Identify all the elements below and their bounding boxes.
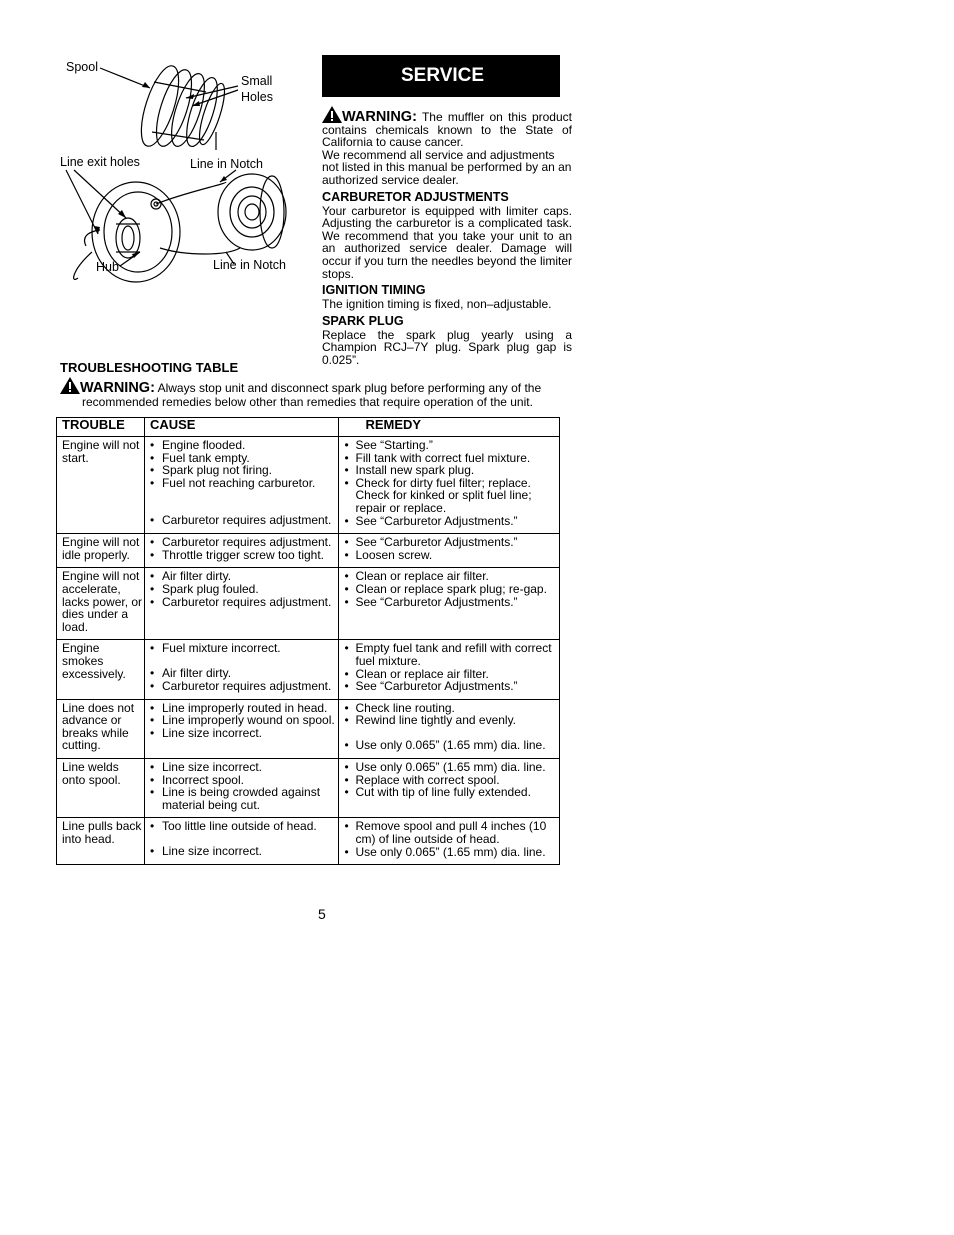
remedy-item: • Install new spark plug.	[339, 464, 559, 477]
cause-item: • Carburetor requires adjustment.	[145, 680, 339, 693]
remedy-item: • Clean or replace air filter.	[339, 570, 559, 583]
warning-line-1: Always stop unit and disconnect spark plug before performing any of the	[157, 381, 542, 395]
remedy-item: • Rewind line tightly and evenly.	[339, 714, 559, 727]
warning-word: WARNING:	[80, 380, 155, 396]
remedy-cell	[339, 437, 560, 534]
remedy-item: • Check line routing.	[339, 702, 559, 715]
cause-item: • Line improperly routed in head.	[145, 702, 339, 715]
troubleshooting-warning	[60, 377, 562, 409]
cause-item: • Air filter dirty.	[145, 667, 339, 680]
label-line-in-notch-bottom: Line in Notch	[213, 258, 286, 272]
table-row	[57, 437, 560, 534]
remedy-item: • Use only 0.065” (1.65 mm) dia. line.	[339, 739, 559, 752]
warning-word: WARNING:	[342, 109, 417, 125]
remedy-item: • Clean or replace air filter.	[339, 668, 559, 681]
table-row	[57, 568, 560, 640]
ignition-heading: IGNITION TIMING	[322, 283, 426, 298]
ignition-text: The ignition timing is fixed, non–adjustable.	[322, 297, 552, 312]
table-row	[57, 759, 560, 818]
label-line-in-notch-top: Line in Notch	[190, 157, 263, 171]
remedy-item: • Empty fuel tank and refill with correct fuel mixture.	[339, 642, 559, 667]
carburetor-text: Your carburetor is equipped with limiter caps. Adjusting the carburetor is a complicated task. We recommend that you take your unit to an an authorized service dealer. Damage will occur if you turn the needles beyond the limiter stops.	[322, 203, 572, 281]
trouble-cell: Engine smokes excessively.	[57, 640, 145, 699]
remedy-item: • See “Starting.”	[339, 439, 559, 452]
muffler-warning-text: The muffler on this product contains chemicals known to the State of California to cause cancer.	[322, 110, 572, 150]
cause-item: • Too little line outside of head.	[145, 820, 339, 833]
remedy-cell	[339, 699, 560, 758]
remedy-item: • Fill tank with correct fuel mixture.	[339, 452, 559, 465]
cause-item: • Line is being crowded against material being cut.	[145, 786, 339, 811]
cause-item: • Carburetor requires adjustment.	[145, 596, 339, 609]
remedy-item: • Cut with tip of line fully extended.	[339, 786, 559, 799]
cause-item: • Line size incorrect.	[145, 845, 339, 858]
table-row	[57, 534, 560, 568]
header-cause: CAUSE	[144, 418, 339, 437]
cause-item: • Line improperly wound on spool.	[145, 714, 339, 727]
remedy-item: • Use only 0.065” (1.65 mm) dia. line.	[339, 761, 559, 774]
spark-plug-text: Replace the spark plug yearly using a Champion RCJ–7Y plug. Spark plug gap is 0.025”.	[322, 327, 572, 367]
carburetor-heading: CARBURETOR ADJUSTMENTS	[322, 189, 509, 204]
remedy-cell	[339, 534, 560, 568]
remedy-item: • See “Carburetor Adjustments.”	[339, 680, 559, 693]
warning-line-2: recommended remedies below other than remedies that require operation of the unit.	[82, 395, 533, 409]
label-small-holes-1: Small	[241, 74, 273, 88]
warning-triangle-icon	[60, 377, 80, 394]
cause-cell	[144, 568, 339, 640]
cause-item: • Incorrect spool.	[145, 774, 339, 787]
table-row	[57, 699, 560, 758]
cause-cell	[144, 759, 339, 818]
trouble-cell: Line does not advance or breaks while cutting.	[57, 699, 145, 758]
cause-item: • Line size incorrect.	[145, 727, 339, 740]
cause-item: • Spark plug fouled.	[145, 583, 339, 596]
service-section	[322, 106, 572, 367]
trouble-cell: Engine will not accelerate, lacks power, or dies under a load.	[57, 568, 145, 640]
cause-item: • Fuel mixture incorrect.	[145, 642, 339, 655]
trouble-cell: Engine will not idle properly.	[57, 534, 145, 568]
table-row	[57, 818, 560, 865]
cause-cell	[144, 534, 339, 568]
label-small-holes-2: Holes	[241, 90, 273, 104]
remedy-item: • See “Carburetor Adjustments.”	[339, 515, 559, 528]
table-header-row	[57, 418, 560, 437]
remedy-cell	[339, 568, 560, 640]
table-row	[57, 640, 560, 699]
remedy-item: • Use only 0.065” (1.65 mm) dia. line.	[339, 846, 559, 859]
remedy-cell	[339, 640, 560, 699]
label-spool: Spool	[66, 60, 98, 74]
remedy-item: • See “Carburetor Adjustments.”	[339, 536, 559, 549]
cause-item: • Throttle trigger screw too tight.	[145, 549, 339, 562]
trouble-cell: Engine will not start.	[57, 437, 145, 534]
cause-item: • Line size incorrect.	[145, 761, 339, 774]
cause-item: • Fuel not reaching carburetor.	[145, 477, 339, 490]
remedy-item: • Remove spool and pull 4 inches (10 cm) of line outside of head.	[339, 820, 559, 845]
trimmer-head-diagram	[56, 52, 308, 284]
remedy-item: • Clean or replace spark plug; re-gap.	[339, 583, 559, 596]
cause-item: • Carburetor requires adjustment.	[145, 514, 339, 527]
cause-item: • Carburetor requires adjustment.	[145, 536, 339, 549]
spark-plug-heading: SPARK PLUG	[322, 313, 404, 328]
label-hub: Hub	[96, 260, 119, 274]
remedy-item: • See “Carburetor Adjustments.”	[339, 596, 559, 609]
trouble-cell: Line welds onto spool.	[57, 759, 145, 818]
remedy-item: • Loosen screw.	[339, 549, 559, 562]
cause-cell	[144, 818, 339, 865]
trouble-cell: Line pulls back into head.	[57, 818, 145, 865]
header-remedy: REMEDY	[339, 418, 560, 437]
cause-item: • Air filter dirty.	[145, 570, 339, 583]
service-recommendation: We recommend all service and adjustments not listed in this manual be performed by an an authorized service dealer.	[322, 147, 572, 187]
cause-cell	[144, 437, 339, 534]
troubleshooting-table	[56, 417, 560, 865]
cause-item: • Fuel tank empty.	[145, 452, 339, 465]
cause-cell	[144, 640, 339, 699]
service-banner: SERVICE	[322, 55, 560, 97]
remedy-item: • Check for dirty fuel filter; replace. Check for kinked or split fuel line; repair or replace.	[339, 477, 559, 515]
remedy-cell	[339, 818, 560, 865]
warning-triangle-icon	[322, 106, 342, 123]
troubleshooting-title: TROUBLESHOOTING TABLE	[60, 360, 239, 375]
cause-item: • Spark plug not firing.	[145, 464, 339, 477]
cause-cell	[144, 699, 339, 758]
muffler-warning	[322, 106, 572, 149]
header-trouble: TROUBLE	[57, 418, 145, 437]
cause-item: • Engine flooded.	[145, 439, 339, 452]
label-line-exit-holes: Line exit holes	[60, 155, 140, 169]
remedy-cell	[339, 759, 560, 818]
remedy-item: • Replace with correct spool.	[339, 774, 559, 787]
page-number: 5	[318, 906, 326, 922]
